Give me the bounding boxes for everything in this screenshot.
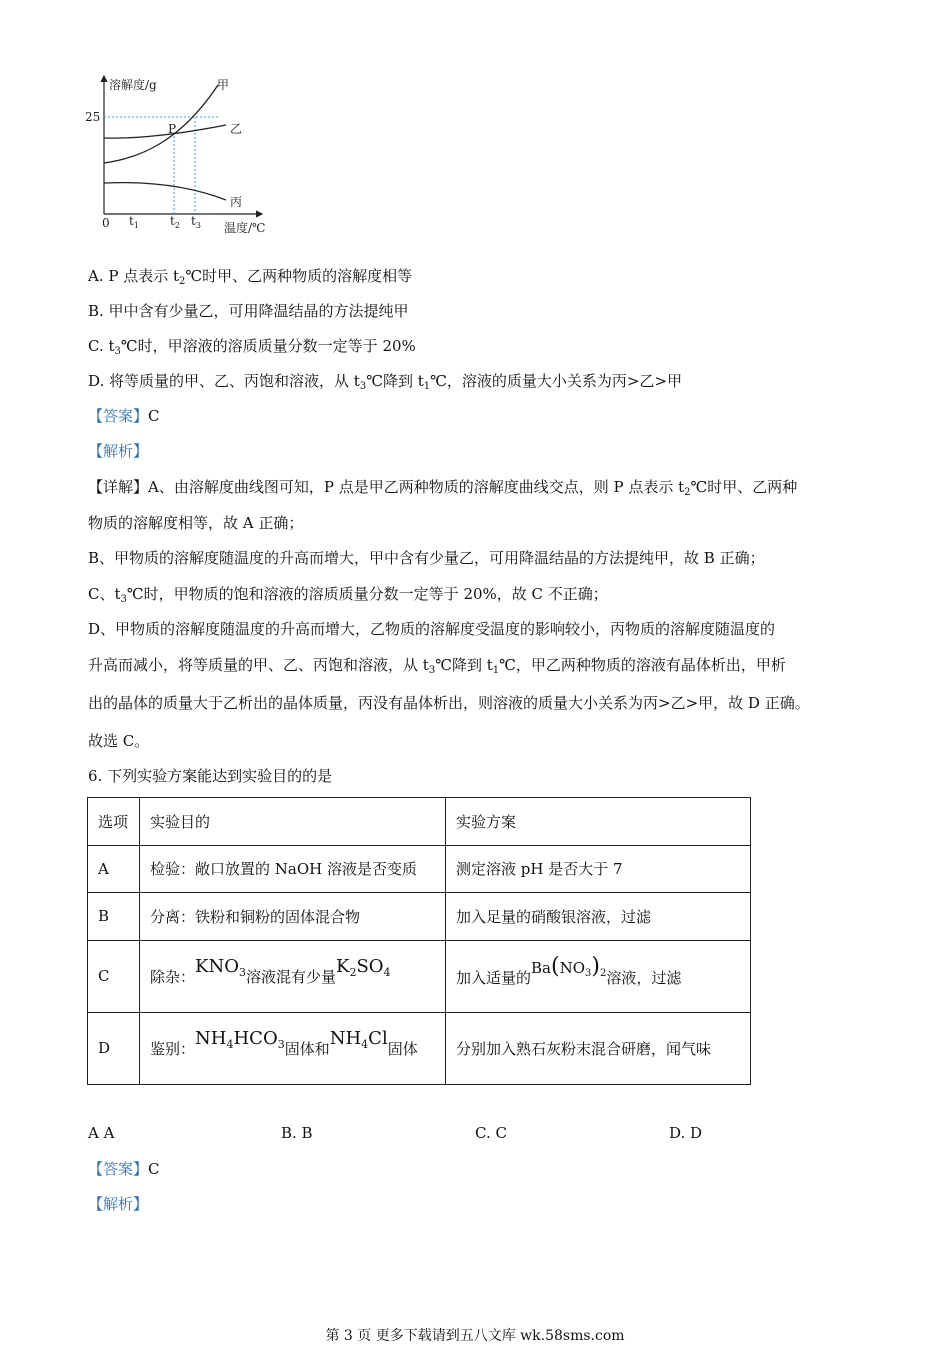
row-goal: 分离：铁粉和铜粉的固体混合物: [140, 893, 446, 941]
option-d: D. 将等质量的甲、乙、丙饱和溶液，从 $t_3℃$降到 $t_1℃$，溶液的质量大小关系为丙>乙>甲: [88, 372, 683, 392]
formula-kno3: $KNO_3$: [195, 955, 246, 979]
origin-label: 0: [102, 216, 110, 230]
answer-6: 【答案】C: [88, 1160, 160, 1178]
detail-line-8: 故选 C。: [88, 732, 150, 750]
detail-line-3: B、甲物质的溶解度随温度的升高而增大，甲中含有少量乙，可用降温结晶的方法提纯甲，故 B 正确；: [88, 549, 765, 567]
detail-line-1: 【详解】A、由溶解度曲线图可知，P 点是甲乙两种物质的溶解度曲线交点，则 P 点表示 $t_2℃$时甲、乙两种: [88, 478, 798, 498]
analysis-tag-5: 【解析】: [88, 442, 149, 460]
row-option: C: [88, 940, 140, 1012]
formula-k2so4: $K_2SO_4$: [336, 955, 391, 979]
table-row: [88, 940, 751, 1012]
choice-d: D. D: [669, 1124, 703, 1142]
experiment-table: [87, 797, 751, 1085]
table-header-row: [88, 798, 751, 846]
x-tick-t3: $t_3$: [191, 214, 201, 230]
x-tick-t2: $t_2$: [170, 214, 180, 230]
row-plan: 加入足量的硝酸银溶液，过滤: [446, 893, 751, 941]
curve-jia-label: 甲: [217, 78, 230, 92]
table-row: [88, 1012, 751, 1084]
detail-line-5: D、甲物质的溶解度随温度的升高而增大，乙物质的溶解度受温度的影响较小，丙物质的溶解度随温度的: [88, 620, 776, 638]
analysis-tag-6: 【解析】: [88, 1195, 149, 1213]
curve-bing-label: 丙: [230, 195, 243, 209]
row-option: A: [88, 845, 140, 893]
detail-line-6: 升高而减小，将等质量的甲、乙、丙饱和溶液，从 $t_3℃$降到 $t_1℃$，甲乙两种物质的溶液有晶体析出，甲析: [88, 656, 786, 676]
row-goal: 除杂：$KNO_3$溶液混有少量$K_2SO_4$: [140, 940, 446, 1012]
detail-line-7: 出的晶体的质量大于乙析出的晶体质量，丙没有晶体析出，则溶液的质量大小关系为丙>乙>甲，故 D 正确。: [88, 694, 810, 712]
point-p-label: P: [168, 122, 177, 136]
solubility-graph: [80, 70, 280, 240]
row-option: B: [88, 893, 140, 941]
detail-line-2: 物质的溶解度相等，故 A 正确；: [88, 514, 304, 532]
header-option: 选项: [88, 798, 140, 846]
curve-jia: [104, 85, 218, 163]
option-c: C. $t_3℃$时，甲溶液的溶质质量分数一定等于 20%: [88, 337, 416, 357]
row-option: D: [88, 1012, 140, 1084]
choice-a: A A: [88, 1124, 115, 1142]
row-plan: 测定溶液 pH 是否大于 7: [446, 845, 751, 893]
row-goal: 检验：敞口放置的 NaOH 溶液是否变质: [140, 845, 446, 893]
x-tick-t1: $t_1$: [129, 214, 139, 230]
header-plan: 实验方案: [446, 798, 751, 846]
curve-yi-label: 乙: [230, 122, 243, 136]
choice-b: B. B: [281, 1124, 313, 1142]
choice-c: C. C: [475, 1124, 507, 1142]
y-tick-25: 25: [85, 110, 101, 124]
curve-yi: [104, 125, 226, 138]
option-a: A. P 点表示 $t_2℃$时甲、乙两种物质的溶解度相等: [88, 267, 413, 287]
x-axis-label: 温度/℃: [224, 221, 266, 235]
y-axis-label: 溶解度/g: [109, 78, 157, 92]
page-footer: 第 3 页 更多下载请到五八文库 wk.58sms.com: [325, 1328, 625, 1344]
header-goal: 实验目的: [140, 798, 446, 846]
answer-5: 【答案】C: [88, 407, 160, 425]
formula-ba-no3-2: $Ba(NO_3)_2$: [531, 953, 607, 979]
row-plan: 分别加入熟石灰粉末混合研磨，闻气味: [446, 1012, 751, 1084]
curve-bing: [104, 183, 226, 200]
formula-nh4hco3: $NH_4HCO_3$: [195, 1027, 285, 1051]
table-row: [88, 893, 751, 941]
option-b: B. 甲中含有少量乙，可用降温结晶的方法提纯甲: [88, 302, 409, 320]
row-plan: 加入适量的$Ba(NO_3)_2$溶液，过滤: [446, 940, 751, 1012]
formula-nh4cl: $NH_4Cl$: [329, 1027, 388, 1051]
row-goal: 鉴别：$NH_4HCO_3$固体和$NH_4Cl$固体: [140, 1012, 446, 1084]
question-6-stem: 6. 下列实验方案能达到实验目的的是: [88, 767, 333, 785]
detail-line-4: C、$t_3℃$时，甲物质的饱和溶液的溶质质量分数一定等于 20%，故 C 不正确；: [88, 585, 608, 605]
table-row: [88, 845, 751, 893]
